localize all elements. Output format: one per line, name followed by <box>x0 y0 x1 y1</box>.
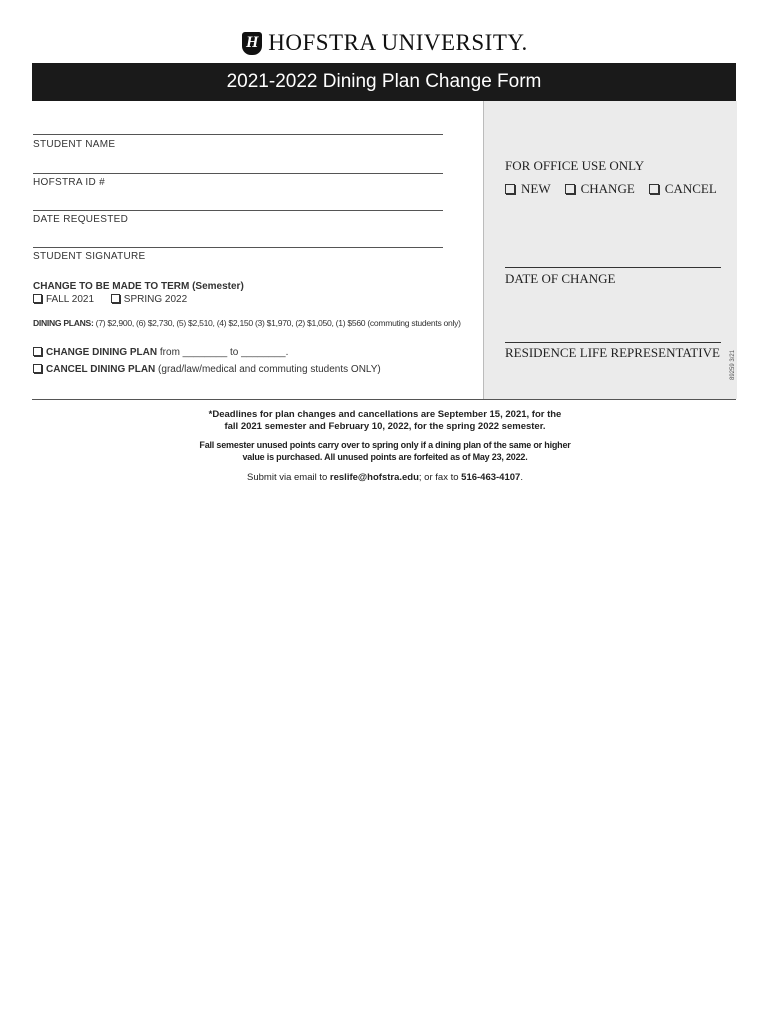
student-signature-line[interactable] <box>33 247 443 248</box>
cancel-dining-plan-label: CANCEL DINING PLAN <box>46 364 156 375</box>
checkbox-icon <box>111 294 120 303</box>
cancel-note: (grad/law/medical and commuting students ONLY) <box>158 364 381 375</box>
dining-plans-row <box>33 318 461 328</box>
form-bottom-rule <box>32 399 736 400</box>
points-line-2: value is purchased. All unused points are forfeited as of May 23, 2022. <box>242 452 528 462</box>
checkbox-icon <box>33 347 42 356</box>
cancel-dining-plan-option[interactable] <box>33 364 381 375</box>
submit-email-link[interactable]: reslife@hofstra.edu <box>329 472 419 483</box>
hofstra-id-label: HOFSTRA ID # <box>33 177 105 188</box>
submit-fax: 516-463-4107 <box>461 472 521 483</box>
student-signature-label: STUDENT SIGNATURE <box>33 251 146 262</box>
date-of-change-line[interactable] <box>505 267 721 268</box>
term-heading-suffix: (Semester) <box>192 281 244 292</box>
checkbox-icon <box>33 364 42 373</box>
change-from-to: from ________ to ________. <box>159 347 289 358</box>
hofstra-shield-icon: H <box>242 32 262 55</box>
submit-end: . <box>520 472 523 483</box>
checkbox-icon <box>505 184 515 194</box>
office-use-title: FOR OFFICE USE ONLY <box>505 158 645 173</box>
form-code: 89259 3/21 <box>730 349 736 380</box>
date-of-change-label: DATE OF CHANGE <box>505 271 616 286</box>
term-heading-text: CHANGE TO BE MADE TO TERM <box>33 281 190 292</box>
dining-plans-label: DINING PLANS: <box>33 318 94 328</box>
form-title: 2021-2022 Dining Plan Change Form <box>226 71 542 92</box>
term-option-spring[interactable]: SPRING 2022 <box>111 294 187 305</box>
office-use-panel <box>483 101 737 399</box>
deadline-line-2: fall 2021 semester and February 10, 2022, for the spring 2022 semester. <box>224 421 546 432</box>
deadline-line-1: *Deadlines for plan changes and cancellations are September 15, 2021, for the <box>208 409 562 420</box>
student-name-label: STUDENT NAME <box>33 139 116 150</box>
representative-line[interactable] <box>505 342 721 343</box>
dining-plans-prices: (7) $2,900, (6) $2,730, (5) $2,510, (4) $2,150 (3) $1,970, (2) $1,050, (1) $560 (commuting students only) <box>95 318 461 328</box>
points-line-1: Fall semester unused points carry over to spring only if a dining plan of the same or higher <box>199 440 571 450</box>
points-note <box>0 439 770 463</box>
term-options <box>33 294 187 305</box>
submit-note <box>0 472 770 484</box>
checkbox-icon <box>33 294 42 303</box>
university-logo <box>0 30 770 56</box>
student-name-line[interactable] <box>33 134 443 135</box>
date-requested-line[interactable] <box>33 210 443 211</box>
change-dining-plan-label: CHANGE DINING PLAN <box>46 347 158 358</box>
university-name: HOFSTRA UNIVERSITY. <box>268 30 528 55</box>
deadline-note <box>0 409 770 433</box>
term-option-fall[interactable]: FALL 2021 <box>33 294 94 305</box>
submit-mid: ; or fax to <box>418 472 459 483</box>
submit-prefix: Submit via email to <box>247 472 328 483</box>
office-option-new[interactable]: NEW <box>505 181 551 197</box>
representative-label: RESIDENCE LIFE REPRESENTATIVE <box>505 345 720 360</box>
date-requested-label: DATE REQUESTED <box>33 214 129 225</box>
office-options <box>505 181 717 197</box>
checkbox-icon <box>565 184 575 194</box>
form-title-bar <box>32 63 736 101</box>
office-option-cancel[interactable]: CANCEL <box>649 181 717 197</box>
term-heading <box>33 281 244 292</box>
change-dining-plan-option[interactable] <box>33 347 288 358</box>
office-option-change[interactable]: CHANGE <box>565 181 635 197</box>
checkbox-icon <box>649 184 659 194</box>
hofstra-id-line[interactable] <box>33 173 443 174</box>
